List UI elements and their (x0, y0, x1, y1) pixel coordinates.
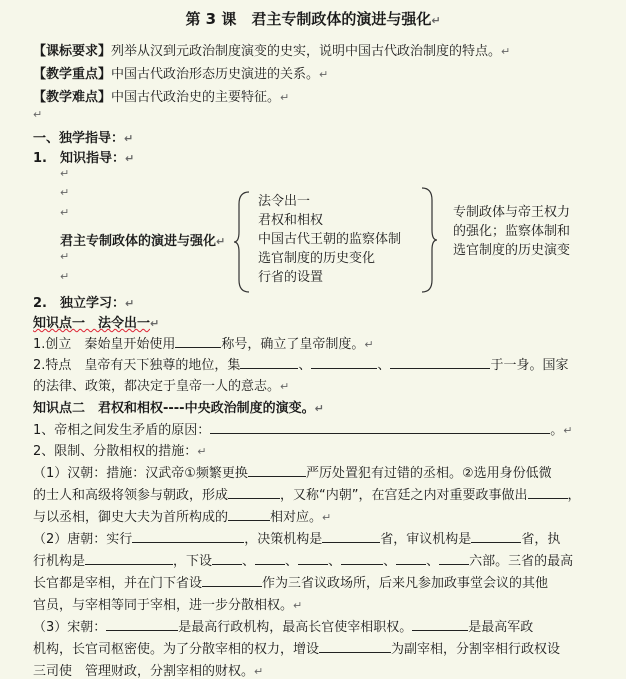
requirement-tag: 【教学难点】 (33, 90, 112, 105)
fill-blank[interactable] (298, 552, 328, 565)
fill-blank[interactable] (210, 421, 550, 434)
fill-blank[interactable] (132, 530, 244, 543)
requirement-line: 【教学重点】中国古代政治形态历史演进的关系。↵ (33, 67, 329, 82)
fill-blank[interactable] (396, 552, 426, 565)
paragraph-mark: ↵ (60, 270, 70, 283)
tang-line2: 行机构是 ，下设 、 、 、 、 、 六部。三省的最高 (33, 554, 574, 569)
page-title: 第 3 课 君主专制政体的演进与强化↵ (185, 10, 441, 28)
fill-blank[interactable] (311, 356, 377, 369)
tang-line3: 长官都是宰相，并在门下省设 作为三省议政场所，后来凡参加政事堂会议的其他 (33, 576, 549, 591)
requirement-line: 【教学难点】中国古代政治史的主要特征。↵ (33, 90, 290, 105)
song-line1: （3）宋朝： 是最高行政机构，最高长官使宰相职权。 是最高军政 (33, 620, 534, 635)
song-line3: 三司使 管理财政，分割宰相的财权。↵ (33, 664, 264, 679)
requirement-text: 列举从汉到元政治制度演变的史实，说明中国古代政治制度的特点。 (111, 44, 502, 59)
kp1-line1: 1.创立 秦始皇开始使用 称号，确立了皇帝制度。↵ (33, 337, 374, 352)
fill-blank[interactable] (341, 552, 383, 565)
diagram-summary (453, 203, 570, 260)
fill-blank[interactable] (212, 552, 242, 565)
right-brace (418, 186, 440, 294)
han-line1: （1）汉朝：措施：汉武帝①频繁更换 严厉处置犯有过错的丞相。②选用身份低微 (33, 466, 552, 481)
diagram-items (258, 192, 401, 287)
paragraph-mark: ↵ (60, 186, 70, 199)
kp2-title: 知识点二 君权和相权----中央政治制度的演变。↵ (33, 401, 324, 416)
tang-line1: （2）唐朝：实行 ，决策机构是 省，审议机构是 省，执 (33, 532, 561, 547)
paragraph-mark: ↵ (60, 250, 70, 263)
fill-blank[interactable] (175, 335, 221, 348)
requirement-tag: 【课标要求】 (33, 44, 112, 59)
kp1-title: 知识点一 法令出一↵ (33, 316, 160, 331)
fill-blank[interactable] (322, 530, 380, 543)
diagram-item: 君权和相权 (258, 213, 324, 228)
requirement-tag: 【教学重点】 (33, 67, 112, 82)
tang-line4: 官员，与宰相等同于宰相，进一步分散相权。↵ (33, 598, 303, 613)
fill-blank[interactable] (528, 486, 568, 499)
paragraph-mark: ↵ (33, 108, 43, 121)
diagram-summary-line: 的强化；监察体制和 (453, 224, 571, 239)
song-line2: 机构，长官司枢密使。为了分散宰相的权力，增设 为副宰相，分割宰相行政权设 (33, 642, 561, 657)
fill-blank[interactable] (471, 530, 521, 543)
left-brace (232, 190, 252, 294)
diagram-item: 法令出一 (258, 194, 311, 209)
diagram-summary-line: 选官制度的历史演变 (453, 243, 571, 258)
requirement-line: 【课标要求】列举从汉到元政治制度演变的史实，说明中国古代政治制度的特点。↵ (33, 44, 511, 59)
kp1-line2: 2.特点 皇帝有天下独尊的地位，集 、 、 于一身。国家 (33, 358, 569, 373)
fill-blank[interactable] (240, 356, 298, 369)
knowledge-guide-heading: 1. 知识指导：↵ (33, 151, 135, 166)
diagram-item: 行省的设置 (258, 270, 324, 285)
fill-blank[interactable] (255, 552, 285, 565)
fill-blank[interactable] (248, 464, 306, 477)
fill-blank[interactable] (319, 640, 391, 653)
fill-blank[interactable] (202, 574, 262, 587)
fill-blank[interactable] (228, 486, 280, 499)
independent-study-heading: 2. 独立学习：↵ (33, 296, 135, 311)
fill-blank[interactable] (106, 618, 178, 631)
kp1-line3: 的法律、政策，都决定于皇帝一人的意志。↵ (33, 379, 290, 394)
kp2-q1: 1、帝相之间发生矛盾的原因： 。↵ (33, 423, 573, 438)
paragraph-mark: ↵ (60, 206, 70, 219)
requirement-text: 中国古代政治史的主要特征。 (111, 90, 281, 105)
section-heading: 一、独学指导：↵ (33, 131, 134, 146)
fill-blank[interactable] (412, 618, 468, 631)
kp2-q2: 2、限制、分散相权的措施：↵ (33, 444, 207, 459)
han-line2: 的士人和高级将领参与朝政，形成 ，又称“内朝”，在宫廷之内对重要政事做出 ， (33, 488, 581, 503)
diagram-summary-line: 专制政体与帝王权力 (453, 205, 571, 220)
requirement-text: 中国古代政治形态历史演进的关系。 (111, 67, 320, 82)
diagram-root-label: 君主专制政体的演进与强化↵ (60, 234, 226, 249)
fill-blank[interactable] (439, 552, 469, 565)
fill-blank[interactable] (228, 508, 270, 521)
fill-blank[interactable] (390, 356, 490, 369)
diagram-item: 中国古代王朝的监察体制 (258, 232, 402, 247)
paragraph-mark: ↵ (60, 167, 70, 180)
fill-blank[interactable] (85, 552, 173, 565)
han-line3: 与以丞相，御史大夫为首所构成的 相对应。↵ (33, 510, 332, 525)
diagram-item: 选官制度的历史变化 (258, 251, 376, 266)
